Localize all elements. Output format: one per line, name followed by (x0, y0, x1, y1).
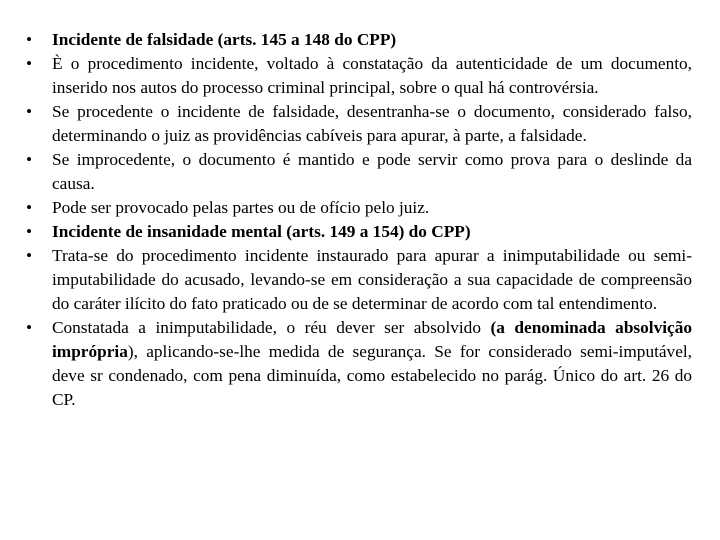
bullet-dot: • (26, 198, 33, 217)
bullet-dot: • (26, 102, 33, 121)
bullet-text: Se improcedente, o documento é mantido e pode servir como prova para o deslinde da causa. (52, 150, 692, 193)
bullet-text: Incidente de insanidade mental (arts. 149 a 154) do CPP) (52, 222, 471, 241)
bullet-text-bold: (a denominada absolvição imprópria (52, 318, 692, 361)
bullet-dot: • (26, 318, 33, 337)
bullet-text-before: Constatada a inimputabilidade, o réu dever ser absolvido (52, 318, 491, 337)
bullet-text (52, 318, 692, 409)
bullet-text: Incidente de falsidade (arts. 145 a 148 do CPP) (52, 30, 397, 49)
bullet-item (26, 196, 692, 220)
bullet-item (26, 100, 692, 148)
bullet-dot: • (26, 246, 33, 265)
bullet-text: Pode ser provocado pelas partes ou de ofício pelo juiz. (52, 198, 430, 217)
bullet-text-after: ), aplicando-se-lhe medida de segurança. Se for considerado semi-imputável, deve sr condenado, com pena diminuída, como estabelecido no parág. Único do art. 26 do CP. (52, 342, 692, 409)
bullet-dot: • (26, 30, 33, 49)
bullet-item (26, 52, 692, 100)
bullet-text: È o procedimento incidente, voltado à constatação da autenticidade de um documento, inserido nos autos do processo criminal principal, sobre o qual há controvérsia. (52, 54, 692, 97)
bullet-dot: • (26, 222, 33, 241)
bullet-dot: • (26, 54, 33, 73)
bullet-item-insanidade-heading (26, 220, 692, 244)
bullet-item (26, 316, 692, 412)
bullet-text: Trata-se do procedimento incidente instaurado para apurar a inimputabilidade ou semi-imputabilidade do acusado, levando-se em consideração a sua capacidade de compreensão do caráter ilícito do fato praticado ou de se determinar de acordo com tal entendimento. (52, 246, 692, 313)
bullet-list (26, 28, 692, 412)
bullet-item (26, 148, 692, 196)
bullet-text: Se procedente o incidente de falsidade, desentranha-se o documento, considerado falso, determinando o juiz as providências cabíveis para apurar, à parte, a falsidade. (52, 102, 692, 145)
bullet-dot: • (26, 150, 33, 169)
bullet-item (26, 244, 692, 316)
bullet-item-falsidade-heading (26, 28, 692, 52)
